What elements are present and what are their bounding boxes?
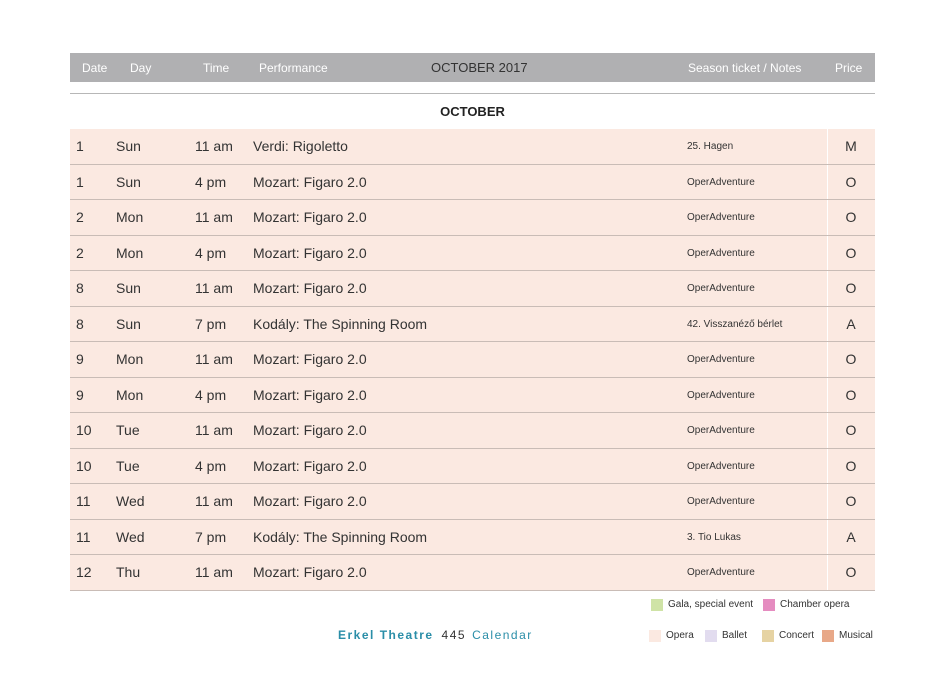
table-row [70, 200, 875, 236]
row-performance: Kodály: The Spinning Room [253, 528, 428, 545]
legend-opera [649, 630, 699, 642]
row-time: 4 pm [195, 244, 227, 261]
row-date: 10 [76, 457, 92, 474]
row-day: Tue [116, 422, 140, 438]
row-performance: Mozart: Figaro 2.0 [253, 209, 367, 225]
row-time: 4 pm [195, 386, 227, 403]
table-row [70, 271, 875, 307]
row-price: O [845, 173, 857, 190]
row-notes: 3. Tio Lukas [687, 531, 741, 543]
row-price: O [845, 457, 857, 474]
row-date: 8 [76, 280, 84, 296]
row-day: Wed [116, 493, 145, 509]
row-date: 2 [76, 209, 84, 225]
legend-musical-label: Musical [839, 630, 873, 641]
month-heading: OCTOBER [440, 104, 505, 119]
table-row [70, 342, 875, 378]
row-performance: Mozart: Figaro 2.0 [253, 457, 367, 474]
page-footer [338, 628, 533, 642]
ballet-swatch [705, 630, 717, 642]
row-performance: Mozart: Figaro 2.0 [253, 493, 367, 509]
legend-gala-label: Gala, special event [668, 599, 754, 610]
row-notes: OperAdventure [687, 176, 755, 188]
table-row [70, 165, 875, 201]
table-row [70, 236, 875, 272]
row-time: 4 pm [195, 457, 227, 474]
legend-chamber-opera-label: Chamber opera [780, 599, 850, 610]
footer-venue: Erkel Theatre [338, 628, 434, 642]
table-row [70, 307, 875, 343]
legend-concert [762, 630, 822, 642]
row-performance: Mozart: Figaro 2.0 [253, 280, 367, 296]
row-price: O [845, 422, 857, 438]
row-day: Mon [116, 351, 144, 367]
row-notes: OperAdventure [687, 247, 755, 259]
legend-opera-label: Opera [666, 630, 694, 641]
table-row [70, 520, 875, 556]
musical-swatch [822, 630, 834, 642]
legend-ballet [705, 630, 755, 642]
row-price: A [846, 315, 856, 332]
legend-concert-label: Concert [779, 630, 815, 641]
row-notes: OperAdventure [687, 212, 755, 223]
legend-musical [822, 630, 877, 642]
table-row [70, 555, 875, 591]
row-performance: Mozart: Figaro 2.0 [253, 386, 367, 403]
legend-chamber-opera [763, 599, 863, 611]
header-time: Time [203, 61, 230, 75]
row-day: Sun [116, 280, 141, 296]
row-day: Sun [116, 315, 141, 332]
table-row [70, 378, 875, 414]
table-row [70, 449, 875, 485]
table-row [70, 129, 875, 165]
row-performance: Kodály: The Spinning Room [253, 315, 428, 332]
row-day: Sun [116, 138, 141, 154]
row-notes: OperAdventure [687, 567, 755, 578]
table-row [70, 484, 875, 520]
schedule-table [70, 129, 875, 591]
row-day: Wed [116, 528, 145, 545]
row-date: 12 [76, 564, 92, 580]
header-day: Day [130, 61, 152, 75]
row-time: 7 pm [195, 528, 227, 545]
row-price: O [845, 351, 857, 367]
table-row [70, 413, 875, 449]
opera-swatch [649, 630, 661, 642]
row-date: 9 [76, 351, 84, 367]
row-performance: Mozart: Figaro 2.0 [253, 422, 367, 438]
row-date: 11 [76, 493, 91, 509]
row-day: Thu [116, 564, 141, 580]
row-performance: Mozart: Figaro 2.0 [253, 564, 367, 580]
row-day: Mon [116, 244, 144, 261]
row-notes: OperAdventure [687, 354, 755, 365]
table-header [70, 53, 875, 82]
row-notes: OperAdventure [687, 460, 755, 472]
row-performance: Mozart: Figaro 2.0 [253, 351, 367, 367]
row-performance: Verdi: Rigoletto [253, 138, 348, 154]
row-performance: Mozart: Figaro 2.0 [253, 173, 367, 190]
chamber-opera-swatch [763, 599, 775, 611]
page-title: OCTOBER 2017 [431, 60, 528, 75]
row-date: 10 [76, 422, 92, 438]
row-time: 4 pm [195, 173, 227, 190]
divider [70, 93, 875, 94]
row-price: O [845, 564, 857, 580]
header-notes: Season ticket / Notes [688, 61, 802, 75]
header-performance: Performance [259, 61, 328, 75]
row-date: 8 [76, 315, 84, 332]
row-day: Tue [116, 457, 140, 474]
row-price: O [845, 209, 857, 225]
row-price: A [846, 528, 856, 545]
row-price: M [845, 138, 857, 154]
row-date: 1 [76, 138, 84, 154]
row-notes: OperAdventure [687, 496, 755, 507]
row-notes: 25. Hagen [687, 141, 734, 152]
header-price: Price [835, 61, 863, 75]
row-notes: OperAdventure [687, 425, 755, 436]
row-time: 11 am [195, 422, 233, 438]
row-time: 11 am [195, 138, 233, 154]
legend-ballet-label: Ballet [722, 630, 748, 641]
header-date: Date [82, 61, 108, 75]
row-day: Mon [116, 209, 144, 225]
row-price: O [845, 280, 857, 296]
row-notes: OperAdventure [687, 389, 755, 401]
row-performance: Mozart: Figaro 2.0 [253, 244, 367, 261]
gala-swatch [651, 599, 663, 611]
row-price: O [845, 244, 857, 261]
footer-section: Calendar [472, 628, 533, 642]
row-price: O [845, 493, 857, 509]
row-time: 11 am [195, 280, 233, 296]
row-time: 11 am [195, 493, 233, 509]
row-time: 11 am [195, 351, 233, 367]
legend-gala [651, 599, 761, 611]
row-day: Mon [116, 386, 144, 403]
row-notes: OperAdventure [687, 283, 755, 294]
row-price: O [845, 386, 857, 403]
row-date: 11 [76, 528, 91, 545]
row-time: 11 am [195, 564, 233, 580]
row-time: 7 pm [195, 315, 227, 332]
row-day: Sun [116, 173, 141, 190]
row-date: 2 [76, 244, 84, 261]
row-notes: 42. Visszanéző bérlet [687, 318, 783, 330]
row-date: 9 [76, 386, 84, 403]
row-time: 11 am [195, 209, 233, 225]
concert-swatch [762, 630, 774, 642]
row-date: 1 [76, 173, 84, 190]
page-number: 445 [441, 628, 467, 642]
